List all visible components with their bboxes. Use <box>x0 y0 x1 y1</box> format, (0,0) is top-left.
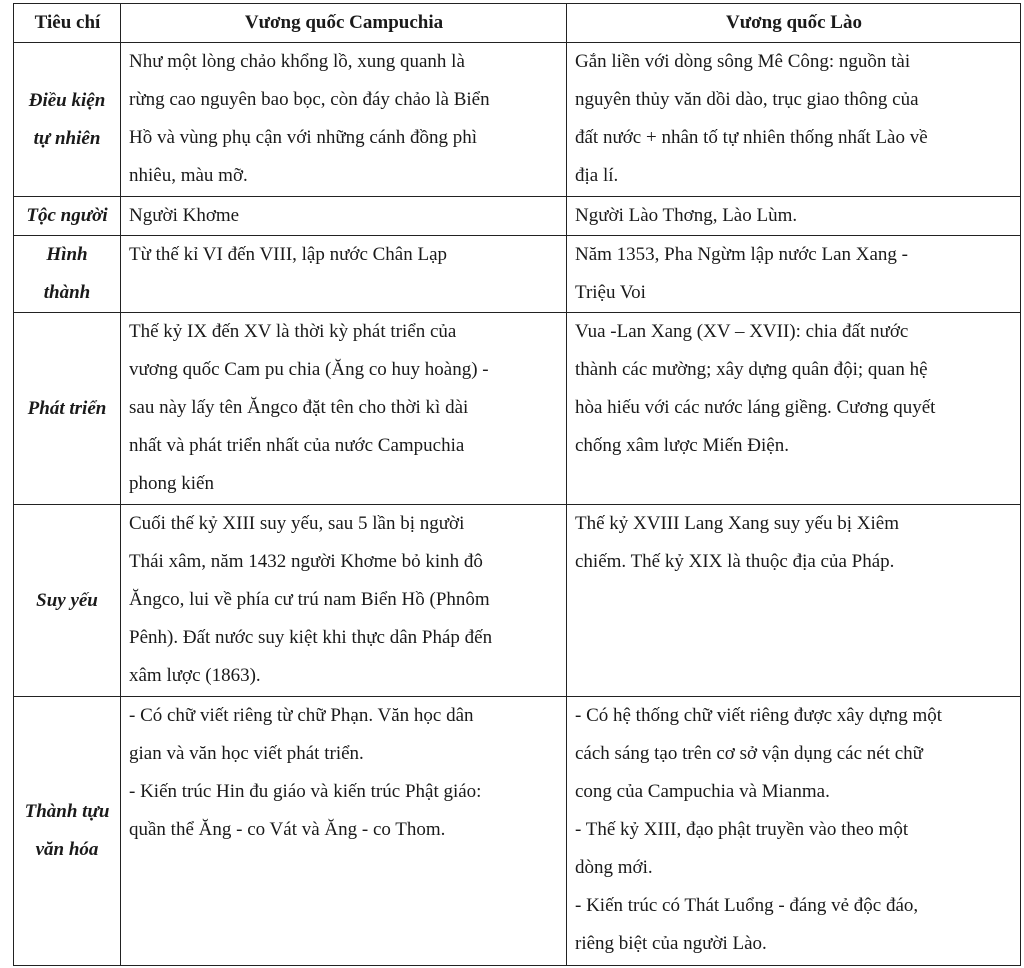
campuchia-cell <box>121 505 567 697</box>
criterion-line: Hình <box>46 244 88 265</box>
cell-line: nhiêu, màu mỡ. <box>129 165 248 186</box>
criterion-cell <box>14 43 121 197</box>
cell-line: thành các mường; xây dựng quân đội; quan hệ <box>575 359 928 380</box>
cell-line: dòng mới. <box>575 857 653 878</box>
header-criterion: Tiêu chí <box>14 4 121 43</box>
cell-line: chống xâm lược Miến Điện. <box>575 435 789 456</box>
criterion-line: Suy yếu <box>36 589 98 611</box>
table-row <box>14 197 1021 236</box>
lao-cell <box>567 697 1021 966</box>
criterion-cell <box>14 236 121 313</box>
criterion-line: tự nhiên <box>33 127 101 149</box>
criterion-line: văn hóa <box>35 839 99 860</box>
cell-line: Như một lòng chảo khổng lồ, xung quanh là <box>129 51 465 72</box>
lao-cell <box>567 43 1021 197</box>
cell-line: phong kiến <box>129 473 214 494</box>
header-row <box>14 4 1021 43</box>
criterion-line: thành <box>43 282 91 303</box>
campuchia-cell <box>121 313 567 505</box>
criterion-line: Phát triển <box>27 397 107 419</box>
cell-line: Cuối thế kỷ XIII suy yếu, sau 5 lần bị người <box>129 513 465 534</box>
cell-line: quần thể Ăng - co Vát và Ăng - co Thom. <box>129 819 446 840</box>
table-row <box>14 313 1021 505</box>
criterion-cell <box>14 697 121 966</box>
cell-line: gian và văn học viết phát triển. <box>129 743 364 764</box>
cell-line: sau này lấy tên Ăngco đặt tên cho thời kì dài <box>129 397 469 418</box>
cell-line: Thế kỷ XVIII Lang Xang suy yếu bị Xiêm <box>575 513 899 534</box>
cell-line: Người Lào Thơng, Lào Lùm. <box>575 205 798 226</box>
cell-line: Người Khơme <box>129 205 240 226</box>
cell-line: riêng biệt của người Lào. <box>575 933 767 954</box>
campuchia-cell <box>121 197 567 236</box>
criterion-line: Thành tựu <box>24 801 110 822</box>
cell-line: - Kiến trúc Hin đu giáo và kiến trúc Phật giáo: <box>129 781 482 802</box>
cell-line: Ăngco, lui về phía cư trú nam Biển Hồ (Phnôm <box>129 589 490 610</box>
cell-line: Từ thế kỉ VI đến VIII, lập nước Chân Lạp <box>129 244 448 265</box>
lao-cell <box>567 313 1021 505</box>
cell-line: xâm lược (1863). <box>129 665 261 686</box>
criterion-line: Điều kiện <box>28 89 106 111</box>
cell-line: chiếm. Thế kỷ XIX là thuộc địa của Pháp. <box>575 551 895 572</box>
lao-cell <box>567 236 1021 313</box>
cell-line: Triệu Voi <box>575 282 646 303</box>
cell-line: Thế kỷ IX đến XV là thời kỳ phát triển của <box>129 321 457 342</box>
cell-line: - Kiến trúc có Thát Luổng - đáng vẻ độc đáo, <box>575 895 919 916</box>
cell-line: - Có hệ thống chữ viết riêng được xây dựng một <box>575 705 943 726</box>
cell-line: Pênh). Đất nước suy kiệt khi thực dân Pháp đến <box>129 627 493 648</box>
criterion-line: Tộc người <box>26 205 108 226</box>
header-campuchia: Vương quốc Campuchia <box>121 4 567 43</box>
header-lao: Vương quốc Lào <box>567 4 1021 43</box>
table-row <box>14 505 1021 697</box>
comparison-table <box>13 3 1021 966</box>
campuchia-cell <box>121 236 567 313</box>
cell-line: nhất và phát triển nhất của nước Campuchia <box>129 435 465 456</box>
cell-line: đất nước + nhân tố tự nhiên thống nhất Lào về <box>575 127 928 148</box>
cell-line: nguyên thủy văn dồi dào, trục giao thông của <box>575 89 919 110</box>
criterion-cell <box>14 313 121 505</box>
cell-line: Vua -Lan Xang (XV – XVII): chia đất nước <box>575 321 909 342</box>
cell-line: Thái xâm, năm 1432 người Khơme bỏ kinh đô <box>129 551 483 572</box>
lao-cell <box>567 197 1021 236</box>
cell-line: Năm 1353, Pha Ngừm lập nước Lan Xang - <box>575 244 908 265</box>
criterion-cell <box>14 197 121 236</box>
lao-cell <box>567 505 1021 697</box>
cell-line: Gắn liền với dòng sông Mê Công: nguồn tài <box>575 51 911 72</box>
cell-line: rừng cao nguyên bao bọc, còn đáy chảo là Biển <box>129 89 490 110</box>
cell-line: vương quốc Cam pu chia (Ăng co huy hoàng) - <box>129 359 489 380</box>
criterion-cell <box>14 505 121 697</box>
cell-line: - Có chữ viết riêng từ chữ Phạn. Văn học dân <box>129 705 474 726</box>
cell-line: Hồ và vùng phụ cận với những cánh đồng phì <box>129 127 478 148</box>
cell-line: - Thế kỷ XIII, đạo phật truyền vào theo một <box>575 819 909 840</box>
cell-line: cong của Campuchia và Mianma. <box>575 781 830 802</box>
cell-line: cách sáng tạo trên cơ sở vận dụng các nét chữ <box>575 743 923 764</box>
campuchia-cell <box>121 697 567 966</box>
table-row <box>14 236 1021 313</box>
table-row <box>14 43 1021 197</box>
campuchia-cell <box>121 43 567 197</box>
cell-line: địa lí. <box>575 165 619 186</box>
table-row <box>14 697 1021 966</box>
cell-line: hòa hiếu với các nước láng giềng. Cương quyết <box>575 397 936 418</box>
